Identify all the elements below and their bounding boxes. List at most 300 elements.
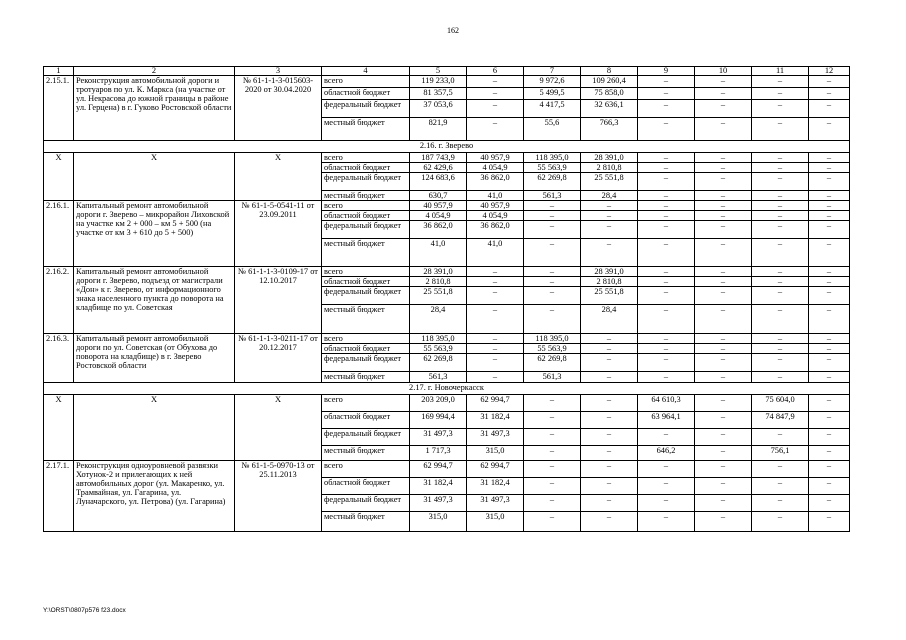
value-cell: –: [695, 76, 752, 88]
value-cell: –: [752, 76, 809, 88]
value-cell: –: [524, 412, 581, 429]
value-cell: –: [638, 267, 695, 277]
value-cell: –: [581, 344, 638, 354]
expertise-doc: № 61-1-5-0970-13 от 25.11.2013: [235, 461, 322, 532]
funding-source: местный бюджет: [322, 191, 410, 201]
value-cell: –: [809, 163, 850, 173]
value-cell: –: [638, 173, 695, 191]
value-cell: 25 551,8: [410, 287, 467, 305]
value-cell: –: [524, 495, 581, 512]
value-cell: –: [752, 118, 809, 141]
value-cell: 75 858,0: [581, 88, 638, 100]
value-cell: 1 717,3: [410, 446, 467, 461]
value-cell: –: [695, 287, 752, 305]
value-cell: 40 957,9: [467, 153, 524, 163]
value-cell: –: [809, 495, 850, 512]
value-cell: –: [467, 118, 524, 141]
budget-table: [43, 66, 850, 532]
value-cell: –: [752, 287, 809, 305]
funding-source: областной бюджет: [322, 412, 410, 429]
funding-source: всего: [322, 267, 410, 277]
value-cell: –: [638, 76, 695, 88]
page-number: 162: [447, 26, 459, 35]
value-cell: 630,7: [410, 191, 467, 201]
value-cell: –: [809, 395, 850, 412]
value-cell: 25 551,8: [581, 173, 638, 191]
value-cell: –: [809, 446, 850, 461]
funding-source: федеральный бюджет: [322, 221, 410, 239]
funding-source: всего: [322, 201, 410, 211]
item-name: Х: [74, 395, 235, 461]
value-cell: –: [467, 372, 524, 383]
value-cell: 28,4: [581, 305, 638, 334]
table-row: [44, 201, 850, 211]
value-cell: 25 551,8: [581, 287, 638, 305]
file-path-footer: Y:\ORST\0807p576 f23.docx: [43, 607, 126, 614]
value-cell: –: [809, 287, 850, 305]
value-cell: –: [752, 512, 809, 532]
value-cell: –: [752, 173, 809, 191]
value-cell: 109 260,4: [581, 76, 638, 88]
value-cell: –: [695, 495, 752, 512]
value-cell: 2 810,8: [410, 277, 467, 287]
value-cell: 561,3: [524, 372, 581, 383]
funding-source: местный бюджет: [322, 512, 410, 532]
value-cell: –: [809, 118, 850, 141]
funding-source: всего: [322, 153, 410, 163]
value-cell: 31 497,3: [467, 495, 524, 512]
value-cell: 32 636,1: [581, 100, 638, 118]
value-cell: –: [638, 354, 695, 372]
value-cell: 119 233,0: [410, 76, 467, 88]
expertise-doc: Х: [235, 153, 322, 201]
value-cell: –: [638, 191, 695, 201]
value-cell: 31 497,3: [410, 429, 467, 446]
value-cell: 169 994,4: [410, 412, 467, 429]
item-name: Капитальный ремонт автомобильной дороги по ул. Советская (от Обухова до поворота на кладбище) в г. Зверево Ростовской области: [74, 334, 235, 383]
funding-source: федеральный бюджет: [322, 429, 410, 446]
total-row: [44, 153, 850, 163]
value-cell: –: [695, 211, 752, 221]
value-cell: 81 357,5: [410, 88, 467, 100]
value-cell: 2 810,8: [581, 163, 638, 173]
value-cell: –: [809, 461, 850, 478]
funding-source: федеральный бюджет: [322, 100, 410, 118]
value-cell: 36 862,0: [467, 173, 524, 191]
value-cell: 28,4: [410, 305, 467, 334]
funding-source: всего: [322, 334, 410, 344]
value-cell: –: [752, 277, 809, 287]
value-cell: 62 994,7: [467, 461, 524, 478]
value-cell: –: [809, 191, 850, 201]
value-cell: 821,9: [410, 118, 467, 141]
section-title-row: [44, 141, 850, 153]
value-cell: –: [695, 412, 752, 429]
value-cell: –: [638, 461, 695, 478]
value-cell: –: [809, 267, 850, 277]
value-cell: 28 391,0: [581, 267, 638, 277]
column-number-row: [44, 67, 850, 76]
funding-source: областной бюджет: [322, 478, 410, 495]
value-cell: –: [809, 334, 850, 344]
value-cell: –: [638, 344, 695, 354]
value-cell: –: [524, 512, 581, 532]
value-cell: 4 054,9: [467, 163, 524, 173]
section-title-row: [44, 383, 850, 395]
value-cell: –: [809, 412, 850, 429]
funding-source: всего: [322, 461, 410, 478]
value-cell: –: [467, 354, 524, 372]
table-row: [44, 267, 850, 277]
column-number-2: 2: [74, 67, 235, 76]
value-cell: 124 683,6: [410, 173, 467, 191]
value-cell: –: [524, 201, 581, 211]
value-cell: –: [695, 173, 752, 191]
item-name: Реконструкция одноуровневой развязки Хотунок-2 и прилегающих к ней автомобильных дорог (ул. Макаренко, ул. Трамвайная, ул. Гагарина, ул. Луначарского, ул. Петрова) (ул. Гагарина): [74, 461, 235, 532]
value-cell: –: [695, 267, 752, 277]
value-cell: –: [695, 221, 752, 239]
value-cell: –: [695, 118, 752, 141]
funding-source: областной бюджет: [322, 344, 410, 354]
value-cell: 4 054,9: [410, 211, 467, 221]
value-cell: 315,0: [467, 446, 524, 461]
value-cell: –: [524, 478, 581, 495]
funding-source: местный бюджет: [322, 239, 410, 267]
value-cell: –: [581, 239, 638, 267]
value-cell: 75 604,0: [752, 395, 809, 412]
funding-source: всего: [322, 76, 410, 88]
expertise-doc: № 61-1-1-3-0109-17 от 12.10.2017: [235, 267, 322, 334]
value-cell: –: [467, 277, 524, 287]
funding-source: всего: [322, 395, 410, 412]
value-cell: –: [581, 201, 638, 211]
value-cell: 4 417,5: [524, 100, 581, 118]
expertise-doc: № 61-1-5-0541-11 от 23.09.2011: [235, 201, 322, 267]
value-cell: 9 972,6: [524, 76, 581, 88]
value-cell: –: [695, 461, 752, 478]
value-cell: –: [752, 163, 809, 173]
table-row: [44, 334, 850, 344]
value-cell: –: [581, 354, 638, 372]
value-cell: –: [467, 88, 524, 100]
value-cell: –: [695, 277, 752, 287]
value-cell: –: [467, 267, 524, 277]
value-cell: –: [638, 277, 695, 287]
value-cell: 62 269,8: [524, 354, 581, 372]
value-cell: 40 957,9: [467, 201, 524, 211]
value-cell: –: [752, 267, 809, 277]
value-cell: –: [638, 239, 695, 267]
value-cell: 40 957,9: [410, 201, 467, 211]
value-cell: –: [809, 277, 850, 287]
value-cell: –: [638, 372, 695, 383]
value-cell: 31 497,3: [467, 429, 524, 446]
value-cell: 64 610,3: [638, 395, 695, 412]
funding-source: местный бюджет: [322, 446, 410, 461]
value-cell: 315,0: [467, 512, 524, 532]
column-number-10: 10: [695, 67, 752, 76]
section-title: 2.17. г. Новочеркасск: [44, 383, 850, 395]
value-cell: 561,3: [524, 191, 581, 201]
value-cell: –: [638, 287, 695, 305]
value-cell: –: [695, 191, 752, 201]
value-cell: 62 994,7: [467, 395, 524, 412]
item-name: Х: [74, 153, 235, 201]
value-cell: –: [809, 100, 850, 118]
value-cell: 31 182,4: [410, 478, 467, 495]
value-cell: –: [752, 354, 809, 372]
value-cell: –: [581, 446, 638, 461]
value-cell: –: [524, 446, 581, 461]
value-cell: 28 391,0: [410, 267, 467, 277]
expertise-doc: № 61-1-1-3-0211-17 от 20.12.2017: [235, 334, 322, 383]
expertise-doc: № 61-1-1-3-015603-2020 от 30.04.2020: [235, 76, 322, 141]
value-cell: –: [581, 211, 638, 221]
value-cell: –: [752, 372, 809, 383]
value-cell: –: [581, 429, 638, 446]
value-cell: –: [809, 221, 850, 239]
value-cell: –: [809, 429, 850, 446]
value-cell: 55 563,9: [524, 163, 581, 173]
value-cell: –: [638, 305, 695, 334]
value-cell: –: [581, 334, 638, 344]
value-cell: –: [524, 267, 581, 277]
value-cell: –: [695, 429, 752, 446]
value-cell: –: [467, 334, 524, 344]
value-cell: 63 964,1: [638, 412, 695, 429]
value-cell: –: [638, 512, 695, 532]
item-number: 2.15.1.: [44, 76, 74, 141]
value-cell: –: [638, 495, 695, 512]
value-cell: –: [695, 372, 752, 383]
value-cell: –: [695, 163, 752, 173]
value-cell: –: [752, 461, 809, 478]
item-name: Капитальный ремонт автомобильной дороги г. Зверево, подъезд от магистрали «Дон» к г. Зверево, от информационного знака населенного пункта до поворота на кладбище по ул. Советская: [74, 267, 235, 334]
column-number-6: 6: [467, 67, 524, 76]
value-cell: –: [638, 478, 695, 495]
value-cell: 55,6: [524, 118, 581, 141]
value-cell: –: [809, 354, 850, 372]
column-number-8: 8: [581, 67, 638, 76]
value-cell: –: [695, 478, 752, 495]
column-number-12: 12: [809, 67, 850, 76]
value-cell: 28 391,0: [581, 153, 638, 163]
value-cell: –: [695, 153, 752, 163]
value-cell: 646,2: [638, 446, 695, 461]
value-cell: –: [809, 76, 850, 88]
value-cell: –: [752, 88, 809, 100]
column-number-7: 7: [524, 67, 581, 76]
funding-source: местный бюджет: [322, 305, 410, 334]
value-cell: –: [638, 221, 695, 239]
value-cell: –: [752, 495, 809, 512]
value-cell: –: [581, 478, 638, 495]
value-cell: –: [524, 461, 581, 478]
value-cell: –: [581, 395, 638, 412]
value-cell: –: [752, 344, 809, 354]
funding-source: областной бюджет: [322, 88, 410, 100]
section-title: 2.16. г. Зверево: [44, 141, 850, 153]
item-number: 2.16.3.: [44, 334, 74, 383]
funding-source: областной бюджет: [322, 211, 410, 221]
funding-source: областной бюджет: [322, 163, 410, 173]
value-cell: –: [695, 239, 752, 267]
value-cell: –: [524, 221, 581, 239]
value-cell: 561,3: [410, 372, 467, 383]
value-cell: –: [752, 221, 809, 239]
value-cell: 187 743,9: [410, 153, 467, 163]
value-cell: –: [809, 211, 850, 221]
value-cell: 62 269,8: [410, 354, 467, 372]
value-cell: –: [752, 334, 809, 344]
value-cell: –: [695, 305, 752, 334]
value-cell: 55 563,9: [524, 344, 581, 354]
value-cell: –: [809, 239, 850, 267]
value-cell: –: [752, 239, 809, 267]
value-cell: 31 497,3: [410, 495, 467, 512]
value-cell: –: [752, 429, 809, 446]
item-number: 2.17.1.: [44, 461, 74, 532]
funding-source: федеральный бюджет: [322, 287, 410, 305]
value-cell: 62 269,8: [524, 173, 581, 191]
value-cell: –: [638, 88, 695, 100]
value-cell: –: [809, 153, 850, 163]
funding-source: федеральный бюджет: [322, 495, 410, 512]
value-cell: 118 395,0: [524, 334, 581, 344]
value-cell: –: [809, 478, 850, 495]
item-name: Реконструкция автомобильной дороги и тротуаров по ул. К. Маркса (на участке от ул. Некрасова до южной границы в районе ул. Герцена) в г. Гуково Ростовской области: [74, 76, 235, 141]
value-cell: –: [695, 334, 752, 344]
value-cell: –: [638, 429, 695, 446]
funding-source: федеральный бюджет: [322, 354, 410, 372]
value-cell: 41,0: [467, 191, 524, 201]
value-cell: 41,0: [467, 239, 524, 267]
value-cell: 2 810,8: [581, 277, 638, 287]
value-cell: –: [809, 305, 850, 334]
value-cell: –: [809, 173, 850, 191]
table-row: [44, 461, 850, 478]
value-cell: 118 395,0: [524, 153, 581, 163]
item-number: 2.16.1.: [44, 201, 74, 267]
value-cell: –: [638, 153, 695, 163]
value-cell: –: [809, 88, 850, 100]
value-cell: –: [752, 201, 809, 211]
value-cell: –: [524, 211, 581, 221]
value-cell: 31 182,4: [467, 478, 524, 495]
value-cell: –: [752, 100, 809, 118]
value-cell: –: [638, 211, 695, 221]
value-cell: –: [752, 191, 809, 201]
value-cell: –: [695, 395, 752, 412]
value-cell: –: [638, 334, 695, 344]
value-cell: –: [695, 88, 752, 100]
expertise-doc: Х: [235, 395, 322, 461]
value-cell: –: [695, 512, 752, 532]
funding-source: федеральный бюджет: [322, 173, 410, 191]
item-number: Х: [44, 395, 74, 461]
value-cell: –: [467, 76, 524, 88]
value-cell: –: [752, 153, 809, 163]
value-cell: –: [524, 395, 581, 412]
value-cell: –: [581, 495, 638, 512]
value-cell: –: [809, 372, 850, 383]
value-cell: 36 862,0: [410, 221, 467, 239]
funding-source: местный бюджет: [322, 372, 410, 383]
value-cell: –: [809, 512, 850, 532]
column-number-5: 5: [410, 67, 467, 76]
funding-source: областной бюджет: [322, 277, 410, 287]
value-cell: –: [524, 429, 581, 446]
value-cell: –: [524, 277, 581, 287]
total-row: [44, 395, 850, 412]
value-cell: 315,0: [410, 512, 467, 532]
value-cell: 36 862,0: [467, 221, 524, 239]
table-row: [44, 76, 850, 88]
value-cell: 74 847,9: [752, 412, 809, 429]
value-cell: –: [467, 100, 524, 118]
value-cell: –: [524, 239, 581, 267]
value-cell: 766,3: [581, 118, 638, 141]
column-number-4: 4: [322, 67, 410, 76]
value-cell: 756,1: [752, 446, 809, 461]
value-cell: 28,4: [581, 191, 638, 201]
value-cell: –: [467, 287, 524, 305]
funding-source: местный бюджет: [322, 118, 410, 141]
value-cell: 118 395,0: [410, 334, 467, 344]
column-number-1: 1: [44, 67, 74, 76]
value-cell: –: [809, 344, 850, 354]
item-number: 2.16.2.: [44, 267, 74, 334]
value-cell: –: [524, 305, 581, 334]
item-name: Капитальный ремонт автомобильной дороги г. Зверево – микрорайон Лиховской на участке км 2 + 000 – км 5 + 500 (на участке от км 3 + 610 до 5 + 500): [74, 201, 235, 267]
value-cell: 62 994,7: [410, 461, 467, 478]
value-cell: –: [695, 201, 752, 211]
column-number-11: 11: [752, 67, 809, 76]
value-cell: 62 429,6: [410, 163, 467, 173]
value-cell: 41,0: [410, 239, 467, 267]
value-cell: –: [467, 305, 524, 334]
value-cell: –: [695, 344, 752, 354]
value-cell: –: [638, 118, 695, 141]
value-cell: –: [638, 201, 695, 211]
value-cell: –: [809, 201, 850, 211]
value-cell: 4 054,9: [467, 211, 524, 221]
value-cell: –: [581, 221, 638, 239]
value-cell: 37 053,6: [410, 100, 467, 118]
value-cell: –: [752, 211, 809, 221]
value-cell: –: [467, 344, 524, 354]
value-cell: –: [581, 412, 638, 429]
value-cell: 55 563,9: [410, 344, 467, 354]
column-number-3: 3: [235, 67, 322, 76]
value-cell: –: [581, 372, 638, 383]
value-cell: 203 209,0: [410, 395, 467, 412]
value-cell: –: [752, 478, 809, 495]
value-cell: –: [638, 163, 695, 173]
value-cell: 31 182,4: [467, 412, 524, 429]
value-cell: –: [581, 461, 638, 478]
item-number: Х: [44, 153, 74, 201]
column-number-9: 9: [638, 67, 695, 76]
value-cell: –: [695, 446, 752, 461]
value-cell: –: [695, 354, 752, 372]
value-cell: –: [638, 100, 695, 118]
value-cell: –: [695, 100, 752, 118]
value-cell: –: [581, 512, 638, 532]
value-cell: 5 499,5: [524, 88, 581, 100]
value-cell: –: [752, 305, 809, 334]
value-cell: –: [524, 287, 581, 305]
